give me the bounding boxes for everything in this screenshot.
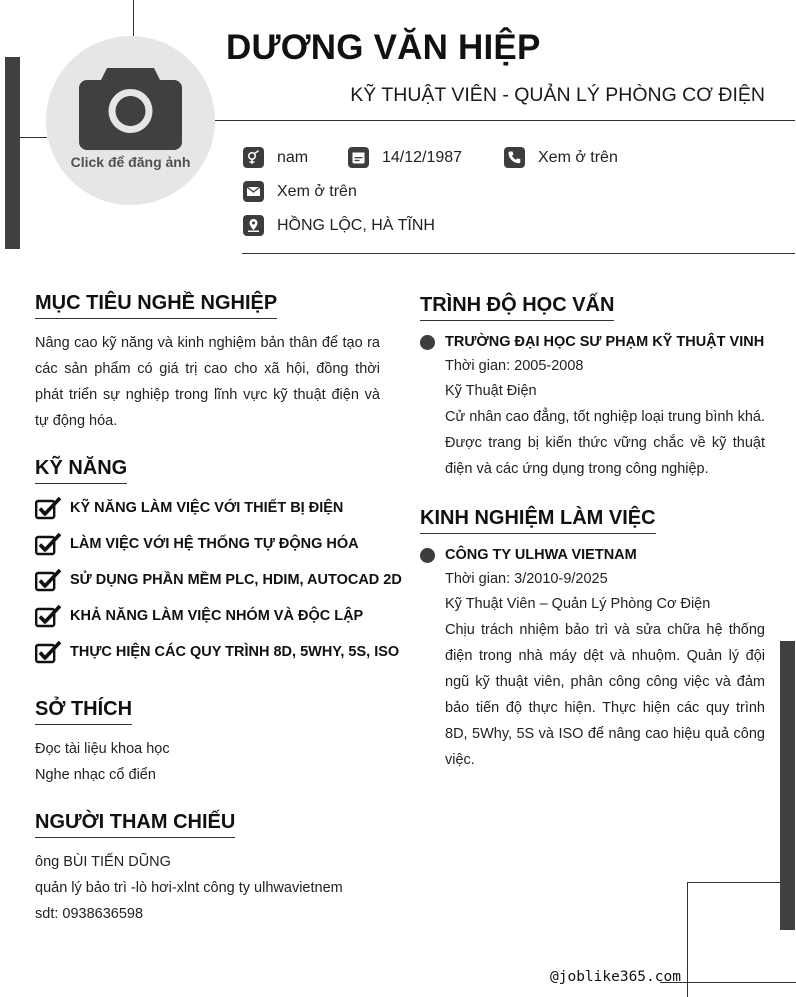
education-title: TRÌNH ĐỘ HỌC VẤN xyxy=(420,294,614,321)
education-school: TRƯỜNG ĐẠI HỌC SƯ PHẠM KỸ THUẬT VINH xyxy=(445,334,765,350)
objective-text: Nâng cao kỹ năng và kinh nghiệm bản thân để tạo ra các sản phẩm có giá trị cao cho xã hội, đồng thời phát triển sự nghiệp trong lĩnh vực kỹ thuật điện và tự động hóa. xyxy=(35,335,380,429)
skills-title: KỸ NĂNG xyxy=(35,457,127,484)
job-title: KỸ THUẬT VIÊN - QUẢN LÝ PHÒNG CƠ ĐIỆN xyxy=(350,84,765,106)
hobbies-title: SỞ THÍCH xyxy=(35,698,132,725)
phone-icon xyxy=(504,147,525,168)
skill-label: SỬ DỤNG PHẦN MỀM PLC, HDIM, AUTOCAD 2D xyxy=(70,572,402,588)
contact-address xyxy=(243,215,435,236)
phone-value: Xem ở trên xyxy=(538,148,618,166)
experience-position: Kỹ Thuật Viên – Quản Lý Phòng Cơ Điện xyxy=(445,596,711,612)
skill-item xyxy=(35,568,402,592)
avatar-label: Click để đăng ảnh xyxy=(70,154,191,170)
skill-label: LÀM VIỆC VỚI HỆ THỐNG TỰ ĐỘNG HÓA xyxy=(70,536,359,552)
contact-divider xyxy=(242,253,795,254)
email-icon xyxy=(243,181,264,202)
education-description: Cử nhân cao đẳng, tốt nghiệp loại trung bình khá. Được trang bị kiến thức vững chắc về kỹ thuật điện và các ứng dụng trong công nghiệp. xyxy=(445,409,765,477)
skill-item xyxy=(35,496,343,520)
calendar-icon xyxy=(348,147,369,168)
right-accent-bar xyxy=(780,641,795,930)
contact-gender xyxy=(243,147,308,168)
checkbox-icon xyxy=(35,532,62,556)
header-divider xyxy=(215,120,795,121)
checkbox-icon xyxy=(35,604,62,628)
corner-frame-top xyxy=(687,882,780,883)
experience-title: KINH NGHIỆM LÀM VIỆC xyxy=(420,507,656,534)
checkbox-icon xyxy=(35,496,62,520)
candidate-name: DƯƠNG VĂN HIỆP xyxy=(226,28,541,67)
experience-bullet xyxy=(420,548,435,563)
skill-item xyxy=(35,640,399,664)
checkbox-icon xyxy=(35,568,62,592)
references-title: NGƯỜI THAM CHIẾU xyxy=(35,811,235,838)
hobby-item: Nghe nhạc cổ điển xyxy=(35,767,156,783)
experience-company: CÔNG TY ULHWA VIETNAM xyxy=(445,547,637,563)
location-icon xyxy=(243,215,264,236)
experience-time: Thời gian: 3/2010-9/2025 xyxy=(445,571,608,587)
education-time: Thời gian: 2005-2008 xyxy=(445,358,584,374)
education-major: Kỹ Thuật Điện xyxy=(445,383,537,399)
skill-label: THỰC HIỆN CÁC QUY TRÌNH 8D, 5WHY, 5S, ISO xyxy=(70,644,400,660)
contact-birthday xyxy=(348,147,462,168)
contact-email xyxy=(243,181,357,202)
reference-position: quản lý bảo trì -lò hơi-xlnt công ty ulhwavietnem xyxy=(35,880,343,896)
reference-phone: sdt: 0938636598 xyxy=(35,906,144,922)
top-vertical-line xyxy=(133,0,134,36)
contact-phone xyxy=(504,147,618,168)
skill-item xyxy=(35,604,363,628)
watermark: @joblike365.com xyxy=(550,969,681,985)
skill-label: KHẢ NĂNG LÀM VIỆC NHÓM VÀ ĐỘC LẬP xyxy=(70,608,364,624)
experience-description: Chịu trách nhiệm bảo trì và sửa chữa hệ thống điện trong nhà máy dệt và nhuộm. Quản lý đội ngũ kỹ thuật viên, phân công công việc và đảm bảo tiến độ thực hiện. Thực hiện các quy trình 8D, 5Why, 5S và ISO để nâng cao hiệu quả công việc. xyxy=(445,622,765,768)
objective-title: MỤC TIÊU NGHỀ NGHIỆP xyxy=(35,292,277,319)
reference-name: ông BÙI TIẾN DŨNG xyxy=(35,854,171,870)
left-horizontal-line xyxy=(20,137,47,138)
birthday-value: 14/12/1987 xyxy=(382,148,463,166)
address-value: HỒNG LỘC, HÀ TĨNH xyxy=(277,216,435,234)
skill-label: KỸ NĂNG LÀM VIỆC VỚI THIẾT BỊ ĐIỆN xyxy=(70,500,344,516)
gender-value: nam xyxy=(277,148,309,166)
hobby-item: Đọc tài liệu khoa học xyxy=(35,741,170,757)
email-value: Xem ở trên xyxy=(277,182,357,200)
avatar-upload[interactable] xyxy=(46,36,215,205)
left-accent-bar xyxy=(5,57,20,249)
checkbox-icon xyxy=(35,640,62,664)
skill-item xyxy=(35,532,359,556)
corner-frame-left xyxy=(687,882,688,997)
camera-icon xyxy=(79,60,182,150)
gender-icon xyxy=(243,147,264,168)
education-bullet xyxy=(420,335,435,350)
